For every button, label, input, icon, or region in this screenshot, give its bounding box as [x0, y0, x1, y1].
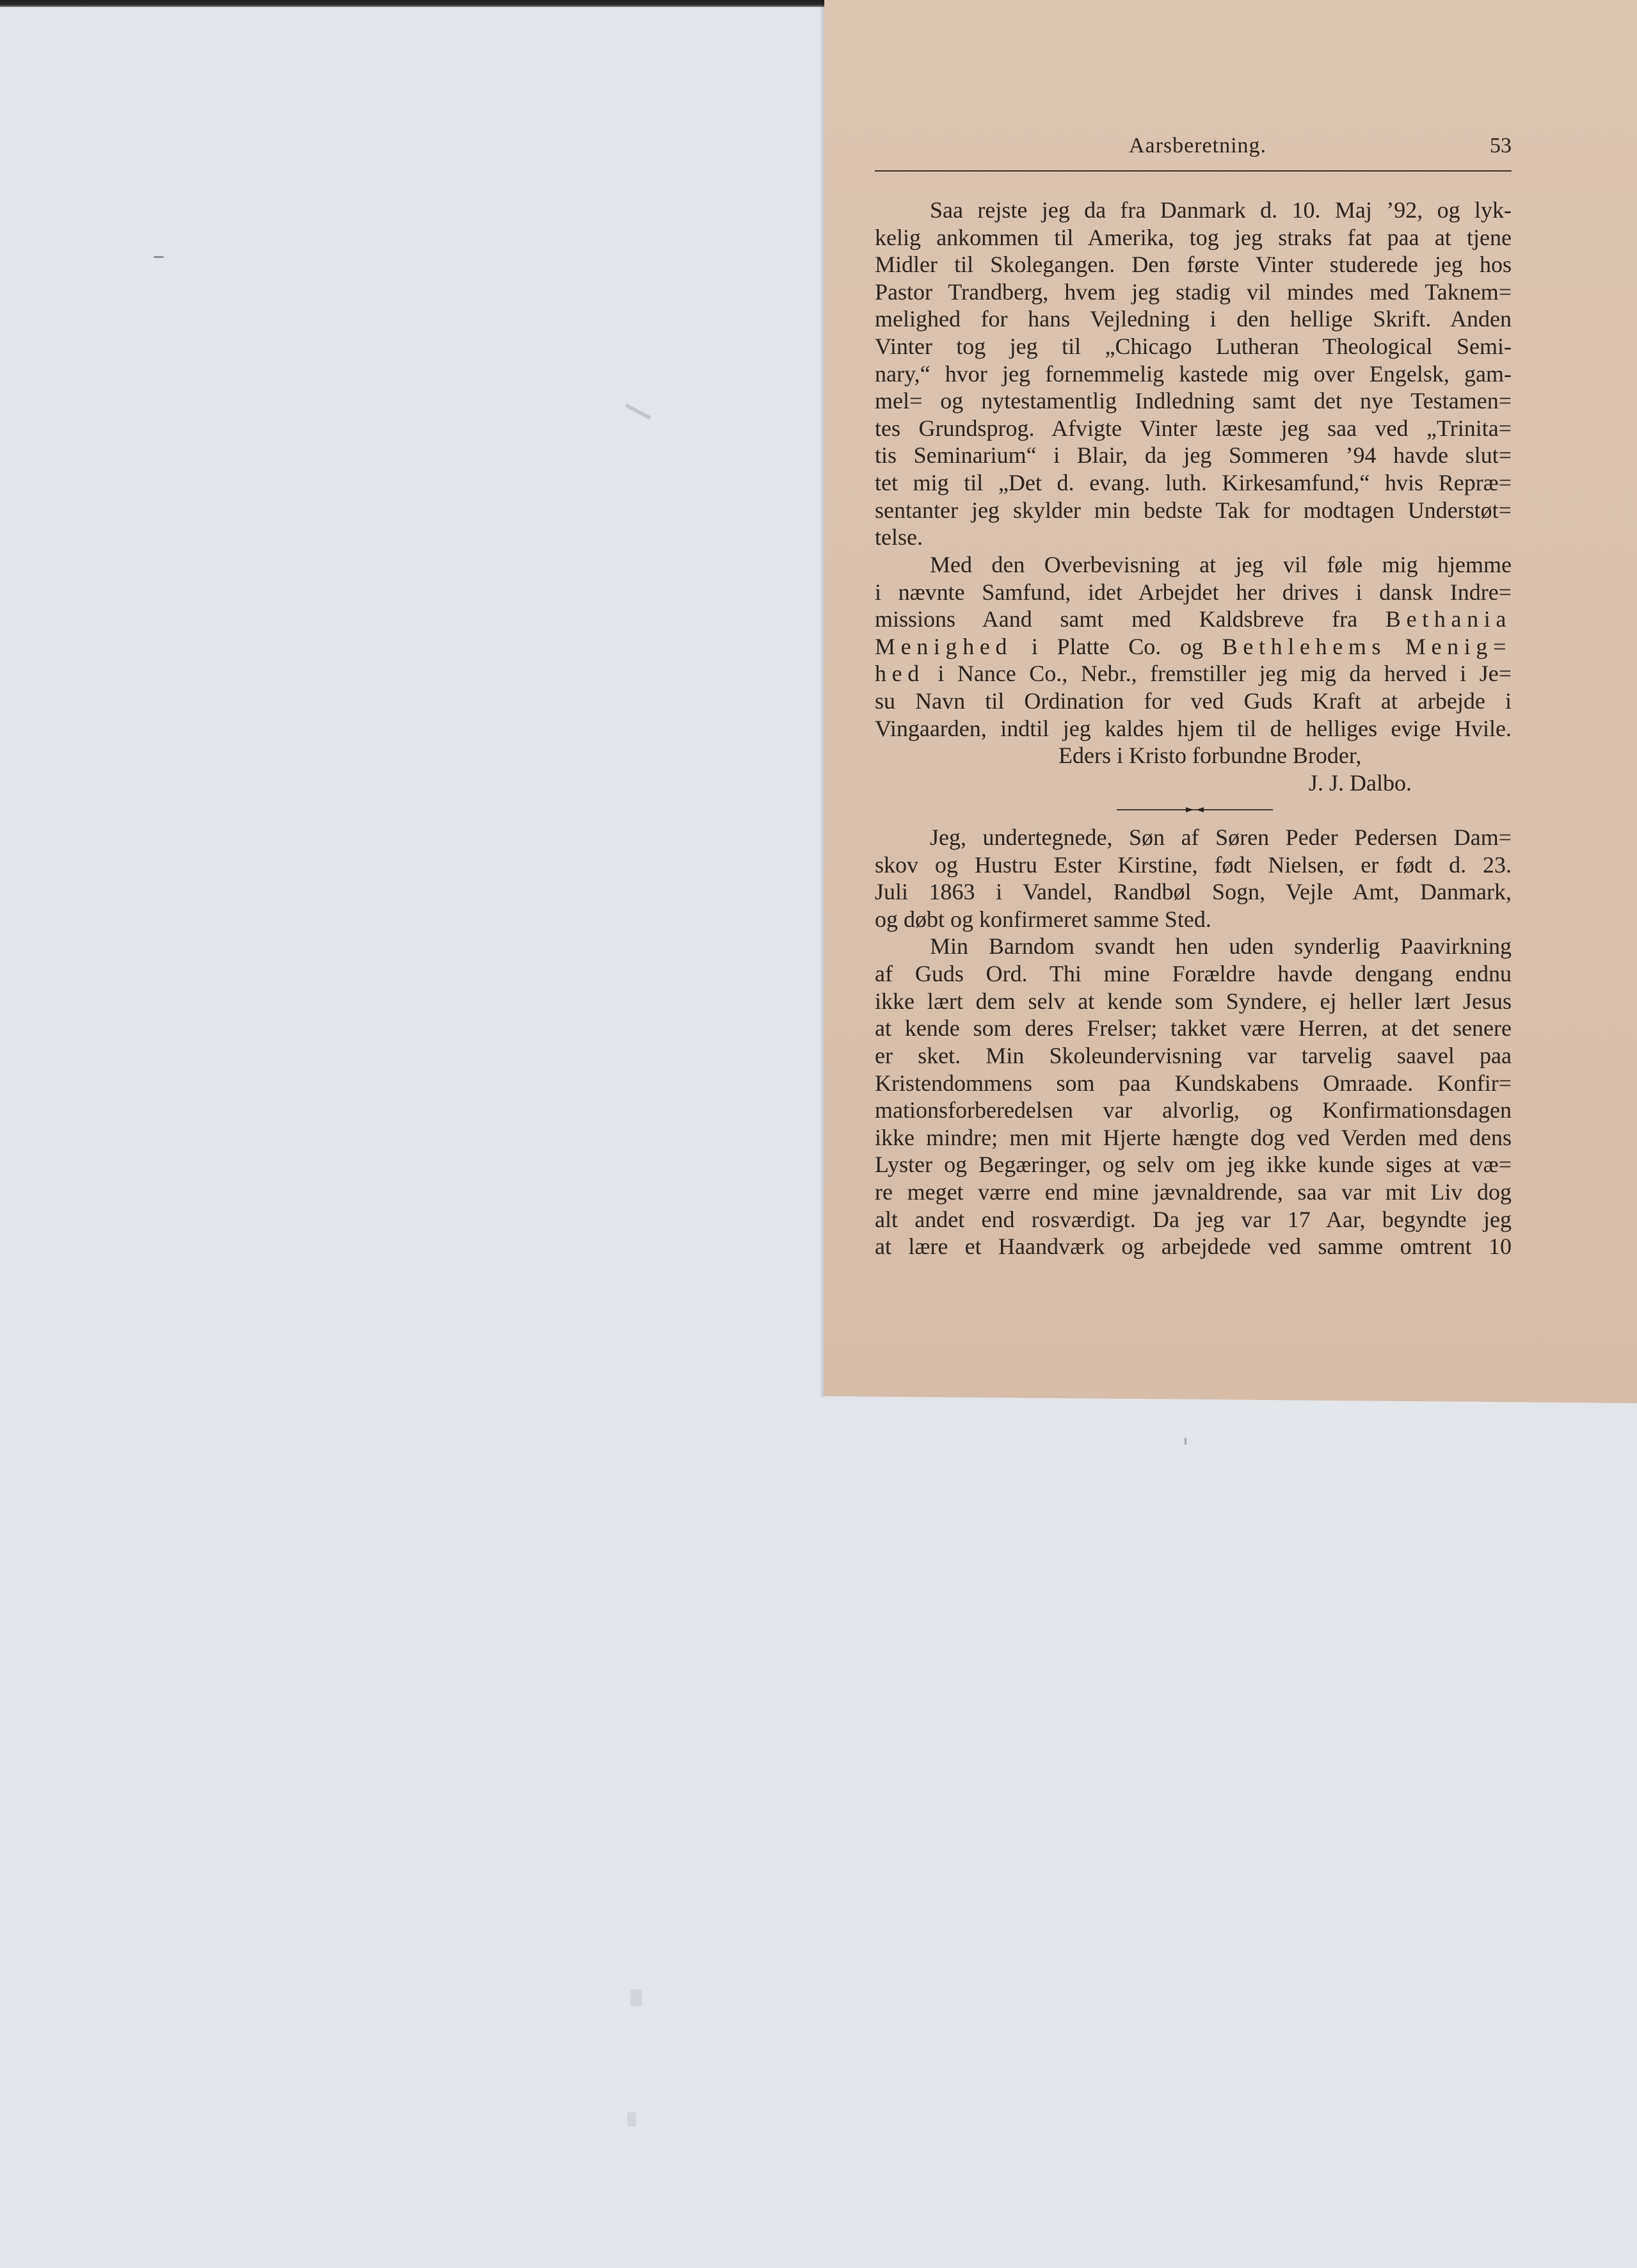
page-number: 53 — [1490, 134, 1512, 157]
text-line: Vingaarden, indtil jeg kaldes hjem til de helliges evige Hvile. — [875, 715, 1512, 741]
text-segment: missions Aand samt med Kaldsbreve fra — [875, 606, 1358, 632]
page-body — [875, 197, 1512, 1260]
text-line: Midler til Skolegangen. Den første Vinter studerede jeg hos — [875, 252, 1512, 278]
text-line: mel= og nytestamentlig Indledning samt det nye Testamen= — [875, 388, 1512, 414]
text-line: Med den Overbevisning at jeg vil føle mig hjemme — [930, 551, 1512, 577]
running-head — [875, 131, 1512, 161]
text-line: Saa rejste jeg da fra Danmark d. 10. Maj ’92, og lyk- — [930, 197, 1512, 223]
text-line: Juli 1863 i Vandel, Randbøl Sogn, Vejle Amt, Danmark, — [875, 879, 1512, 905]
text-line — [875, 660, 1512, 688]
scanner-edge-strip — [0, 0, 824, 7]
text-line: skov og Hustru Ester Kirstine, født Nielsen, er født d. 23. — [875, 851, 1512, 878]
spaced-name: hed — [875, 661, 925, 687]
text-segment: i Nance Co., Nebr., fremstiller jeg mig da herved i Je= — [938, 661, 1512, 687]
text-line: Pastor Trandberg, hvem jeg stadig vil mindes med Taknem= — [875, 278, 1512, 305]
text-line: tes Grundsprog. Afvigte Vinter læste jeg saa ved „Trinita= — [875, 415, 1512, 441]
text-line: tet mig til „Det d. evang. luth. Kirkesamfund,“ hvis Repræ= — [875, 470, 1512, 496]
header-rule — [875, 170, 1512, 172]
scan-artifact — [625, 403, 651, 420]
spaced-name: Menighed — [875, 633, 1013, 659]
text-line: re meget værre end mine jævnaldrende, saa var mit Liv dog — [875, 1178, 1512, 1205]
text-line: kelig ankommen til Amerika, tog jeg straks fat paa at tjene — [875, 224, 1512, 250]
paper-edge-shadow — [819, 0, 824, 1397]
text-line: ikke lært dem selv at kende som Syndere, ej heller lært Jesus — [875, 988, 1512, 1014]
closing-salutation: Eders i Kristo forbundne Broder, — [1058, 743, 1362, 769]
text-line: sentanter jeg skylder min bedste Tak for modtagen Understøt= — [875, 497, 1512, 523]
text-line: tis Seminarium“ i Blair, da jeg Sommeren ’94 havde slut= — [875, 442, 1512, 469]
text-line: af Guds Ord. Thi mine Forældre havde dengang endnu — [875, 961, 1512, 987]
text-line: Vinter tog jeg til „Chicago Lutheran Theological Semi- — [875, 334, 1512, 360]
text-line: su Navn til Ordination for ved Guds Kraft at arbejde i — [875, 688, 1512, 714]
spaced-name: Menig= — [1405, 633, 1512, 659]
spaced-name: Bethania — [1385, 606, 1512, 632]
scan-artifact — [627, 2112, 636, 2127]
text-line — [875, 633, 1512, 661]
text-line: alt andet end rosværdigt. Da jeg var 17 Aar, begyndte jeg — [875, 1206, 1512, 1232]
section-divider — [875, 796, 1512, 824]
text-line: telse. — [875, 524, 923, 551]
divider-ornament — [1117, 805, 1273, 814]
running-head-title: Aarsberetning. — [1128, 134, 1267, 157]
text-line: ikke mindre; men mit Hjerte hængte dog ved Verden med dens — [875, 1124, 1512, 1150]
text-line: i nævnte Samfund, idet Arbejdet her drives i dansk Indre= — [875, 579, 1512, 605]
text-line: Min Barndom svandt hen uden synderlig Paavirkning — [930, 933, 1512, 960]
text-line: nary,“ hvor jeg fornemmelig kastede mig over Engelsk, gam- — [875, 360, 1512, 387]
scan-artifact — [630, 1990, 642, 2006]
text-line: og døbt og konfirmeret samme Sted. — [875, 906, 1211, 932]
text-line: at kende som deres Frelser; takket være Herren, at det senere — [875, 1015, 1512, 1042]
text-segment: i Platte Co. og — [1031, 633, 1204, 659]
text-line: Lyster og Begæringer, og selv om jeg ikke kunde siges at væ= — [875, 1152, 1512, 1178]
scan-artifact — [1185, 1438, 1186, 1445]
text-line: at lære et Haandværk og arbejdede ved samme omtrent 10 — [875, 1234, 1512, 1260]
text-line — [875, 606, 1512, 633]
text-line: er sket. Min Skoleundervisning var tarvelig saavel paa — [875, 1042, 1512, 1068]
text-line: Kristendommens som paa Kundskabens Omraade. Konfir= — [875, 1070, 1512, 1096]
signature: J. J. Dalbo. — [1309, 769, 1412, 796]
text-line: mationsforberedelsen var alvorlig, og Konfirmationsdagen — [875, 1097, 1512, 1123]
scan-artifact — [154, 256, 164, 258]
text-line: melighed for hans Vejledning i den hellige Skrift. Anden — [875, 306, 1512, 332]
spaced-name: Bethlehems — [1222, 633, 1387, 659]
text-line: Jeg, undertegnede, Søn af Søren Peder Pedersen Dam= — [930, 824, 1512, 851]
